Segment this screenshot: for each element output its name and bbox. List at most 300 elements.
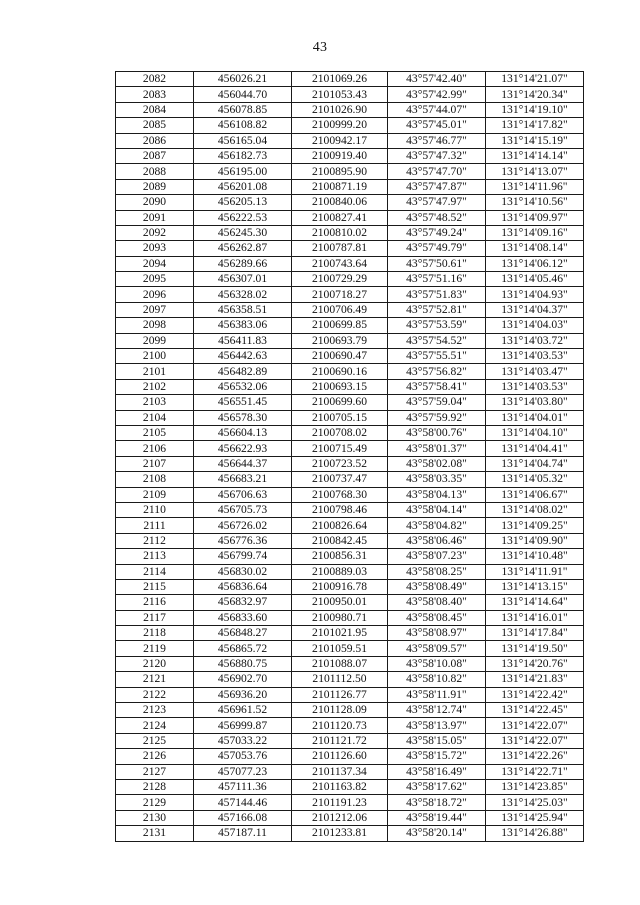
- table-row: [116, 595, 584, 610]
- longitude-cell: 131°14'22.71": [486, 764, 584, 779]
- y-coordinate-cell: 2100827.41: [292, 210, 388, 225]
- table-row: [116, 256, 584, 271]
- latitude-cell: 43°58'10.08": [388, 656, 486, 671]
- table-row: [116, 533, 584, 548]
- x-coordinate-cell: 457144.46: [194, 795, 292, 810]
- y-coordinate-cell: 2100942.17: [292, 133, 388, 148]
- point-number-cell: 2104: [116, 410, 194, 425]
- x-coordinate-cell: 456836.64: [194, 579, 292, 594]
- x-coordinate-cell: 456262.87: [194, 241, 292, 256]
- y-coordinate-cell: 2101069.26: [292, 72, 388, 87]
- y-coordinate-cell: 2100826.64: [292, 518, 388, 533]
- point-number-cell: 2129: [116, 795, 194, 810]
- x-coordinate-cell: 456848.27: [194, 626, 292, 641]
- latitude-cell: 43°57'59.92": [388, 410, 486, 425]
- point-number-cell: 2125: [116, 733, 194, 748]
- longitude-cell: 131°14'03.47": [486, 364, 584, 379]
- y-coordinate-cell: 2100889.03: [292, 564, 388, 579]
- x-coordinate-cell: 456307.01: [194, 272, 292, 287]
- point-number-cell: 2127: [116, 764, 194, 779]
- x-coordinate-cell: 456799.74: [194, 549, 292, 564]
- longitude-cell: 131°14'17.84": [486, 626, 584, 641]
- latitude-cell: 43°57'44.07": [388, 102, 486, 117]
- latitude-cell: 43°58'09.57": [388, 641, 486, 656]
- y-coordinate-cell: 2100729.29: [292, 272, 388, 287]
- longitude-cell: 131°14'10.56": [486, 195, 584, 210]
- x-coordinate-cell: 456961.52: [194, 703, 292, 718]
- latitude-cell: 43°57'46.77": [388, 133, 486, 148]
- x-coordinate-cell: 456604.13: [194, 425, 292, 440]
- latitude-cell: 43°57'42.99": [388, 87, 486, 102]
- y-coordinate-cell: 2100699.60: [292, 395, 388, 410]
- table-row: [116, 518, 584, 533]
- table-row: [116, 148, 584, 163]
- longitude-cell: 131°14'04.37": [486, 302, 584, 317]
- latitude-cell: 43°58'08.97": [388, 626, 486, 641]
- y-coordinate-cell: 2100798.46: [292, 502, 388, 517]
- table-row: [116, 672, 584, 687]
- point-number-cell: 2103: [116, 395, 194, 410]
- y-coordinate-cell: 2100715.49: [292, 441, 388, 456]
- point-number-cell: 2122: [116, 687, 194, 702]
- x-coordinate-cell: 456999.87: [194, 718, 292, 733]
- y-coordinate-cell: 2101120.73: [292, 718, 388, 733]
- x-coordinate-cell: 456078.85: [194, 102, 292, 117]
- y-coordinate-cell: 2101233.81: [292, 826, 388, 841]
- x-coordinate-cell: 456936.20: [194, 687, 292, 702]
- longitude-cell: 131°14'21.83": [486, 672, 584, 687]
- point-number-cell: 2099: [116, 333, 194, 348]
- x-coordinate-cell: 456201.08: [194, 179, 292, 194]
- y-coordinate-cell: 2101053.43: [292, 87, 388, 102]
- longitude-cell: 131°14'19.10": [486, 102, 584, 117]
- y-coordinate-cell: 2101163.82: [292, 779, 388, 794]
- x-coordinate-cell: 456726.02: [194, 518, 292, 533]
- longitude-cell: 131°14'26.88": [486, 826, 584, 841]
- point-number-cell: 2101: [116, 364, 194, 379]
- table-row: [116, 379, 584, 394]
- point-number-cell: 2086: [116, 133, 194, 148]
- longitude-cell: 131°14'22.42": [486, 687, 584, 702]
- longitude-cell: 131°14'16.01": [486, 610, 584, 625]
- latitude-cell: 43°58'08.40": [388, 595, 486, 610]
- point-number-cell: 2089: [116, 179, 194, 194]
- x-coordinate-cell: 456026.21: [194, 72, 292, 87]
- x-coordinate-cell: 456644.37: [194, 456, 292, 471]
- y-coordinate-cell: 2100999.20: [292, 118, 388, 133]
- y-coordinate-cell: 2100871.19: [292, 179, 388, 194]
- x-coordinate-cell: 456328.02: [194, 287, 292, 302]
- y-coordinate-cell: 2100699.85: [292, 318, 388, 333]
- latitude-cell: 43°58'02.08": [388, 456, 486, 471]
- table-row: [116, 425, 584, 440]
- table-row: [116, 87, 584, 102]
- x-coordinate-cell: 456411.83: [194, 333, 292, 348]
- longitude-cell: 131°14'04.41": [486, 441, 584, 456]
- longitude-cell: 131°14'23.85": [486, 779, 584, 794]
- y-coordinate-cell: 2100810.02: [292, 225, 388, 240]
- x-coordinate-cell: 457077.23: [194, 764, 292, 779]
- latitude-cell: 43°57'49.79": [388, 241, 486, 256]
- y-coordinate-cell: 2100916.78: [292, 579, 388, 594]
- latitude-cell: 43°58'15.72": [388, 749, 486, 764]
- point-number-cell: 2093: [116, 241, 194, 256]
- latitude-cell: 43°58'17.62": [388, 779, 486, 794]
- y-coordinate-cell: 2100743.64: [292, 256, 388, 271]
- table-row: [116, 810, 584, 825]
- y-coordinate-cell: 2100842.45: [292, 533, 388, 548]
- x-coordinate-cell: 456044.70: [194, 87, 292, 102]
- point-number-cell: 2116: [116, 595, 194, 610]
- latitude-cell: 43°58'15.05": [388, 733, 486, 748]
- x-coordinate-cell: 456205.13: [194, 195, 292, 210]
- table-row: [116, 102, 584, 117]
- longitude-cell: 131°14'03.53": [486, 349, 584, 364]
- y-coordinate-cell: 2100708.02: [292, 425, 388, 440]
- longitude-cell: 131°14'20.76": [486, 656, 584, 671]
- longitude-cell: 131°14'03.53": [486, 379, 584, 394]
- longitude-cell: 131°14'04.01": [486, 410, 584, 425]
- point-number-cell: 2124: [116, 718, 194, 733]
- point-number-cell: 2110: [116, 502, 194, 517]
- point-number-cell: 2118: [116, 626, 194, 641]
- latitude-cell: 43°58'06.46": [388, 533, 486, 548]
- x-coordinate-cell: 456865.72: [194, 641, 292, 656]
- longitude-cell: 131°14'19.50": [486, 641, 584, 656]
- y-coordinate-cell: 2101021.95: [292, 626, 388, 641]
- table-row: [116, 179, 584, 194]
- y-coordinate-cell: 2101212.06: [292, 810, 388, 825]
- latitude-cell: 43°58'12.74": [388, 703, 486, 718]
- point-number-cell: 2092: [116, 225, 194, 240]
- latitude-cell: 43°58'04.13": [388, 487, 486, 502]
- y-coordinate-cell: 2100980.71: [292, 610, 388, 625]
- longitude-cell: 131°14'03.80": [486, 395, 584, 410]
- x-coordinate-cell: 456442.63: [194, 349, 292, 364]
- x-coordinate-cell: 456622.93: [194, 441, 292, 456]
- longitude-cell: 131°14'11.96": [486, 179, 584, 194]
- x-coordinate-cell: 456830.02: [194, 564, 292, 579]
- x-coordinate-cell: 456833.60: [194, 610, 292, 625]
- latitude-cell: 43°58'00.76": [388, 425, 486, 440]
- x-coordinate-cell: 456165.04: [194, 133, 292, 148]
- table-row: [116, 641, 584, 656]
- table-row: [116, 718, 584, 733]
- table-row: [116, 703, 584, 718]
- point-number-cell: 2123: [116, 703, 194, 718]
- point-number-cell: 2084: [116, 102, 194, 117]
- point-number-cell: 2130: [116, 810, 194, 825]
- x-coordinate-cell: 456245.30: [194, 225, 292, 240]
- y-coordinate-cell: 2100856.31: [292, 549, 388, 564]
- longitude-cell: 131°14'04.93": [486, 287, 584, 302]
- point-number-cell: 2109: [116, 487, 194, 502]
- longitude-cell: 131°14'25.03": [486, 795, 584, 810]
- latitude-cell: 43°58'08.49": [388, 579, 486, 594]
- y-coordinate-cell: 2100690.16: [292, 364, 388, 379]
- point-number-cell: 2091: [116, 210, 194, 225]
- longitude-cell: 131°14'22.26": [486, 749, 584, 764]
- y-coordinate-cell: 2100690.47: [292, 349, 388, 364]
- longitude-cell: 131°14'09.16": [486, 225, 584, 240]
- table-row: [116, 133, 584, 148]
- y-coordinate-cell: 2101137.34: [292, 764, 388, 779]
- x-coordinate-cell: 456222.53: [194, 210, 292, 225]
- point-number-cell: 2105: [116, 425, 194, 440]
- x-coordinate-cell: 457187.11: [194, 826, 292, 841]
- x-coordinate-cell: 456182.73: [194, 148, 292, 163]
- table-row: [116, 364, 584, 379]
- table-row: [116, 195, 584, 210]
- point-number-cell: 2117: [116, 610, 194, 625]
- table-row: [116, 579, 584, 594]
- y-coordinate-cell: 2101121.72: [292, 733, 388, 748]
- y-coordinate-cell: 2101112.50: [292, 672, 388, 687]
- table-row: [116, 795, 584, 810]
- longitude-cell: 131°14'04.03": [486, 318, 584, 333]
- latitude-cell: 43°57'47.97": [388, 195, 486, 210]
- latitude-cell: 43°58'11.91": [388, 687, 486, 702]
- table-row: [116, 118, 584, 133]
- table-row: [116, 610, 584, 625]
- y-coordinate-cell: 2101126.60: [292, 749, 388, 764]
- x-coordinate-cell: 456705.73: [194, 502, 292, 517]
- point-number-cell: 2115: [116, 579, 194, 594]
- point-number-cell: 2126: [116, 749, 194, 764]
- table-row: [116, 779, 584, 794]
- y-coordinate-cell: 2100768.30: [292, 487, 388, 502]
- point-number-cell: 2107: [116, 456, 194, 471]
- longitude-cell: 131°14'20.34": [486, 87, 584, 102]
- latitude-cell: 43°57'47.87": [388, 179, 486, 194]
- table-row: [116, 318, 584, 333]
- y-coordinate-cell: 2101128.09: [292, 703, 388, 718]
- point-number-cell: 2087: [116, 148, 194, 163]
- latitude-cell: 43°58'08.45": [388, 610, 486, 625]
- y-coordinate-cell: 2100706.49: [292, 302, 388, 317]
- point-number-cell: 2100: [116, 349, 194, 364]
- latitude-cell: 43°57'59.04": [388, 395, 486, 410]
- x-coordinate-cell: 457053.76: [194, 749, 292, 764]
- x-coordinate-cell: 456706.63: [194, 487, 292, 502]
- point-number-cell: 2098: [116, 318, 194, 333]
- longitude-cell: 131°14'11.91": [486, 564, 584, 579]
- x-coordinate-cell: 456383.06: [194, 318, 292, 333]
- point-number-cell: 2083: [116, 87, 194, 102]
- longitude-cell: 131°14'04.10": [486, 425, 584, 440]
- y-coordinate-cell: 2100737.47: [292, 472, 388, 487]
- latitude-cell: 43°58'18.72": [388, 795, 486, 810]
- table-row: [116, 733, 584, 748]
- table-row: [116, 564, 584, 579]
- table-row: [116, 687, 584, 702]
- longitude-cell: 131°14'22.07": [486, 718, 584, 733]
- x-coordinate-cell: 456195.00: [194, 164, 292, 179]
- point-number-cell: 2090: [116, 195, 194, 210]
- longitude-cell: 131°14'10.48": [486, 549, 584, 564]
- table-row: [116, 210, 584, 225]
- y-coordinate-cell: 2101191.23: [292, 795, 388, 810]
- longitude-cell: 131°14'08.14": [486, 241, 584, 256]
- point-number-cell: 2131: [116, 826, 194, 841]
- point-number-cell: 2096: [116, 287, 194, 302]
- latitude-cell: 43°57'58.41": [388, 379, 486, 394]
- longitude-cell: 131°14'06.67": [486, 487, 584, 502]
- latitude-cell: 43°58'08.25": [388, 564, 486, 579]
- y-coordinate-cell: 2100718.27: [292, 287, 388, 302]
- point-number-cell: 2088: [116, 164, 194, 179]
- point-number-cell: 2094: [116, 256, 194, 271]
- latitude-cell: 43°57'53.59": [388, 318, 486, 333]
- point-number-cell: 2082: [116, 72, 194, 87]
- latitude-cell: 43°58'10.82": [388, 672, 486, 687]
- latitude-cell: 43°58'13.97": [388, 718, 486, 733]
- point-number-cell: 2112: [116, 533, 194, 548]
- table-row: [116, 826, 584, 841]
- x-coordinate-cell: 456683.21: [194, 472, 292, 487]
- table-row: [116, 410, 584, 425]
- point-number-cell: 2111: [116, 518, 194, 533]
- longitude-cell: 131°14'06.12": [486, 256, 584, 271]
- y-coordinate-cell: 2100705.15: [292, 410, 388, 425]
- longitude-cell: 131°14'03.72": [486, 333, 584, 348]
- x-coordinate-cell: 456551.45: [194, 395, 292, 410]
- latitude-cell: 43°58'07.23": [388, 549, 486, 564]
- table-row: [116, 164, 584, 179]
- longitude-cell: 131°14'13.15": [486, 579, 584, 594]
- longitude-cell: 131°14'22.45": [486, 703, 584, 718]
- x-coordinate-cell: 456289.66: [194, 256, 292, 271]
- table-row: [116, 349, 584, 364]
- x-coordinate-cell: 457111.36: [194, 779, 292, 794]
- latitude-cell: 43°57'54.52": [388, 333, 486, 348]
- table-row: [116, 487, 584, 502]
- latitude-cell: 43°57'45.01": [388, 118, 486, 133]
- table-row: [116, 302, 584, 317]
- point-number-cell: 2085: [116, 118, 194, 133]
- x-coordinate-cell: 456902.70: [194, 672, 292, 687]
- table-row: [116, 441, 584, 456]
- y-coordinate-cell: 2100693.79: [292, 333, 388, 348]
- latitude-cell: 43°58'20.14": [388, 826, 486, 841]
- latitude-cell: 43°58'03.35": [388, 472, 486, 487]
- latitude-cell: 43°58'19.44": [388, 810, 486, 825]
- x-coordinate-cell: 456578.30: [194, 410, 292, 425]
- latitude-cell: 43°58'04.82": [388, 518, 486, 533]
- latitude-cell: 43°57'47.32": [388, 148, 486, 163]
- table-row: [116, 456, 584, 471]
- latitude-cell: 43°57'47.70": [388, 164, 486, 179]
- coordinates-table-body: [116, 72, 584, 842]
- x-coordinate-cell: 456108.82: [194, 118, 292, 133]
- y-coordinate-cell: 2100950.01: [292, 595, 388, 610]
- point-number-cell: 2108: [116, 472, 194, 487]
- y-coordinate-cell: 2100919.40: [292, 148, 388, 163]
- y-coordinate-cell: 2101088.07: [292, 656, 388, 671]
- table-row: [116, 749, 584, 764]
- point-number-cell: 2114: [116, 564, 194, 579]
- y-coordinate-cell: 2100723.52: [292, 456, 388, 471]
- table-row: [116, 333, 584, 348]
- x-coordinate-cell: 456358.51: [194, 302, 292, 317]
- longitude-cell: 131°14'21.07": [486, 72, 584, 87]
- x-coordinate-cell: 456482.89: [194, 364, 292, 379]
- y-coordinate-cell: 2100840.06: [292, 195, 388, 210]
- longitude-cell: 131°14'17.82": [486, 118, 584, 133]
- table-row: [116, 395, 584, 410]
- point-number-cell: 2095: [116, 272, 194, 287]
- latitude-cell: 43°58'01.37": [388, 441, 486, 456]
- table-row: [116, 241, 584, 256]
- table-row: [116, 626, 584, 641]
- y-coordinate-cell: 2101126.77: [292, 687, 388, 702]
- latitude-cell: 43°57'48.52": [388, 210, 486, 225]
- x-coordinate-cell: 457166.08: [194, 810, 292, 825]
- point-number-cell: 2106: [116, 441, 194, 456]
- longitude-cell: 131°14'14.14": [486, 148, 584, 163]
- table-row: [116, 656, 584, 671]
- point-number-cell: 2128: [116, 779, 194, 794]
- x-coordinate-cell: 457033.22: [194, 733, 292, 748]
- y-coordinate-cell: 2101059.51: [292, 641, 388, 656]
- longitude-cell: 131°14'04.74": [486, 456, 584, 471]
- point-number-cell: 2119: [116, 641, 194, 656]
- longitude-cell: 131°14'15.19": [486, 133, 584, 148]
- y-coordinate-cell: 2100787.81: [292, 241, 388, 256]
- table-row: [116, 225, 584, 240]
- longitude-cell: 131°14'25.94": [486, 810, 584, 825]
- x-coordinate-cell: 456880.75: [194, 656, 292, 671]
- table-row: [116, 472, 584, 487]
- x-coordinate-cell: 456776.36: [194, 533, 292, 548]
- coordinates-table: [115, 71, 584, 842]
- latitude-cell: 43°57'55.51": [388, 349, 486, 364]
- table-row: [116, 549, 584, 564]
- table-row: [116, 272, 584, 287]
- latitude-cell: 43°57'51.16": [388, 272, 486, 287]
- longitude-cell: 131°14'14.64": [486, 595, 584, 610]
- y-coordinate-cell: 2101026.90: [292, 102, 388, 117]
- latitude-cell: 43°57'49.24": [388, 225, 486, 240]
- point-number-cell: 2102: [116, 379, 194, 394]
- longitude-cell: 131°14'09.90": [486, 533, 584, 548]
- y-coordinate-cell: 2100693.15: [292, 379, 388, 394]
- latitude-cell: 43°57'50.61": [388, 256, 486, 271]
- latitude-cell: 43°57'52.81": [388, 302, 486, 317]
- table-row: [116, 502, 584, 517]
- y-coordinate-cell: 2100895.90: [292, 164, 388, 179]
- page-number: 43: [312, 40, 328, 55]
- point-number-cell: 2113: [116, 549, 194, 564]
- table-row: [116, 287, 584, 302]
- latitude-cell: 43°57'51.83": [388, 287, 486, 302]
- table-row: [116, 764, 584, 779]
- longitude-cell: 131°14'09.97": [486, 210, 584, 225]
- table-row: [116, 72, 584, 87]
- latitude-cell: 43°57'56.82": [388, 364, 486, 379]
- latitude-cell: 43°58'16.49": [388, 764, 486, 779]
- longitude-cell: 131°14'13.07": [486, 164, 584, 179]
- point-number-cell: 2120: [116, 656, 194, 671]
- x-coordinate-cell: 456832.97: [194, 595, 292, 610]
- point-number-cell: 2097: [116, 302, 194, 317]
- longitude-cell: 131°14'05.46": [486, 272, 584, 287]
- latitude-cell: 43°58'04.14": [388, 502, 486, 517]
- longitude-cell: 131°14'05.32": [486, 472, 584, 487]
- x-coordinate-cell: 456532.06: [194, 379, 292, 394]
- latitude-cell: 43°57'42.40": [388, 72, 486, 87]
- longitude-cell: 131°14'09.25": [486, 518, 584, 533]
